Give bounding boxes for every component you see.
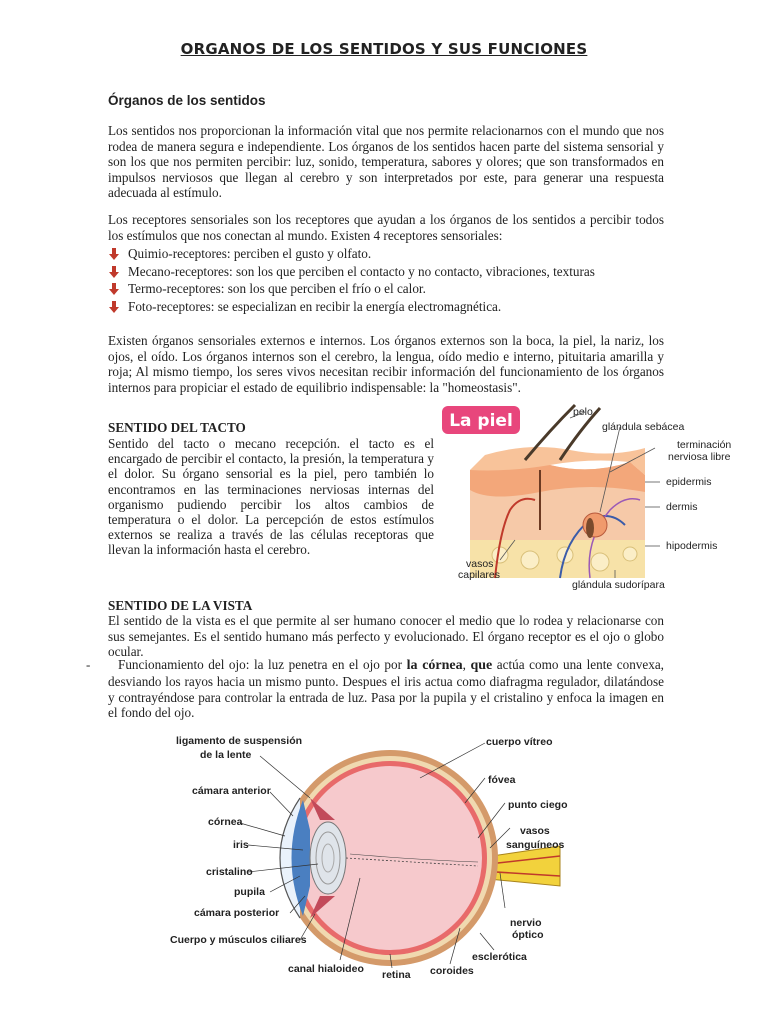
label-punto-ciego: punto ciego — [508, 799, 568, 811]
skin-title: La piel — [449, 411, 513, 431]
label-hipodermis: hipodermis — [666, 540, 718, 552]
intro-paragraph-1: Los sentidos nos proporcionan la información vital que nos permite relacionarnos con el mundo que nos rodea de manera segura e independiente. Los órganos de los sentidos hacen parte del sistema sensorial y son los que nos permiten percibir: luz, sonido, temperatura, sabores y olores; que son transformados en impulsos nerviosos que llegan al cerebro y son interpretados por este, para generar una respuesta adecuada al estímulo. — [108, 123, 664, 200]
label-cornea: córnea — [208, 816, 243, 828]
label-nerviosa-libre: nerviosa libre — [668, 451, 731, 463]
list-dash: - — [86, 657, 91, 672]
label-cristalino: cristalino — [206, 866, 253, 878]
label-sanguineos: sanguíneos — [506, 839, 565, 851]
label-epidermis: epidermis — [666, 476, 712, 488]
label-iris: iris — [233, 839, 249, 851]
label-glandula-sudoripara: glándula sudorípara — [572, 579, 665, 591]
paragraph-text: actúa como una lente convexa, desviando los rayos hacia un mismo punto. Despues el iris actua como diafragma regulador, dilatándose y contrayéndose para controlar la entrada de luz. Pasa por la pupila y el cristalino y enfoca la imagen en el fondo del ojo. — [108, 657, 664, 721]
intro-heading: Órganos de los sentidos — [108, 93, 266, 108]
skin-figure — [440, 400, 768, 595]
intro-paragraph-3 — [108, 333, 664, 395]
label-pupila: pupila — [234, 886, 265, 898]
label-glandula-sebacea: glándula sebácea — [602, 421, 685, 433]
label-de-la-lente: de la lente — [200, 749, 252, 761]
list-item — [108, 263, 668, 281]
list-item-text: Foto-receptores: se especializan en recibir la energía electromagnética. — [128, 298, 502, 314]
que-term: que — [470, 658, 493, 673]
label-camara-posterior: cámara posterior — [194, 907, 280, 919]
arrow-bullet-icon — [108, 283, 120, 295]
label-canal-hialoideo: canal hialoideo — [288, 963, 364, 975]
vista-heading: SENTIDO DE LA VISTA — [108, 598, 253, 613]
arrow-bullet-icon — [108, 266, 120, 278]
label-nervio: nervio — [510, 917, 542, 929]
homeostasis-term: homeostasis — [447, 379, 513, 395]
list-item-text: Quimio-receptores: perciben el gusto y olfato. — [128, 246, 372, 261]
list-item — [108, 298, 668, 316]
tacto-text: Sentido del tacto o mecano recepción. el tacto es el encargado de percibir el contacto, la presión, la temperatura y el dolor. Su órgano sensorial es la piel, pero también lo encontramos en las terminaciones nerviosas internas del organismo pudiendo percibir los altos cambios de temperatura o el dolor. La percepción de estos estímulos externos se realiza a través de las células receptoras que llevan la información hasta el cerebro. — [108, 436, 434, 558]
page-title: ORGANOS DE LOS SENTIDOS Y SUS FUNCIONES — [180, 40, 588, 58]
label-fovea: fóvea — [488, 774, 516, 786]
vista-text: El sentido de la vista es el que permite al ser humano conocer el medio que lo rodea y relacionarse con sus semejantes. Es el sentido humano más perfecto y evolucionado. El órgano receptor es el ojo o globo ocular. — [108, 613, 664, 659]
label-coroides: coroides — [430, 965, 474, 977]
paragraph-text: , — [462, 657, 471, 672]
tacto-heading: SENTIDO DEL TACTO — [108, 420, 246, 435]
label-dermis: dermis — [666, 501, 698, 513]
paragraph-text: ". — [512, 379, 521, 395]
arrow-bullet-icon — [108, 248, 120, 260]
list-item-text: Mecano-receptores: son los que perciben el contacto y no contacto, vibraciones, texturas — [128, 263, 595, 279]
label-retina: retina — [382, 969, 411, 980]
label-capilares: capilares — [458, 569, 501, 581]
intro-paragraph-2: Los receptores sensoriales son los receptores que ayudan a los órganos de los sentidos a percibir todos los estímulos que nos conectan al mundo. Existen 4 receptores sensoriales: — [108, 212, 664, 243]
list-item — [108, 245, 668, 263]
label-esclerotica: esclerótica — [472, 951, 527, 963]
arrow-bullet-icon — [108, 301, 120, 313]
label-cuerpo-musculos: Cuerpo y músculos ciliares — [170, 934, 307, 946]
label-ligamento: ligamento de suspensión — [176, 735, 303, 747]
label-optico: óptico — [512, 929, 544, 941]
eye-figure — [160, 728, 580, 980]
label-camara-anterior: cámara anterior — [192, 785, 271, 797]
receptor-list — [108, 245, 668, 315]
list-item — [108, 280, 668, 298]
label-pelo: pelo — [573, 406, 593, 418]
list-item-text: Termo-receptores: son los que perciben el frío o el calor. — [128, 281, 426, 296]
paragraph-text: Existen órganos sensoriales externos e internos. Los órganos externos son la boca, la piel, la nariz, los ojos, el oído. Los órganos internos son el cerebro, la lengua, oído medio e interno, pituitaria amarilla y roja; Al mismo tiempo, los seres vivos necesitan recibir información del funcionamiento de los órganos internos para propiciar el estado de equilibrio indispensable: la " — [108, 333, 664, 395]
cornea-term: la córnea — [406, 658, 463, 673]
vista-function-text — [108, 657, 664, 721]
label-cuerpo-vitreo: cuerpo vítreo — [486, 736, 553, 748]
label-vasos: vasos — [520, 825, 550, 837]
label-vasos: vasos — [466, 558, 494, 570]
label-terminacion: terminación — [677, 439, 732, 451]
paragraph-text: Funcionamiento del ojo: la luz penetra en el ojo por — [118, 657, 407, 672]
